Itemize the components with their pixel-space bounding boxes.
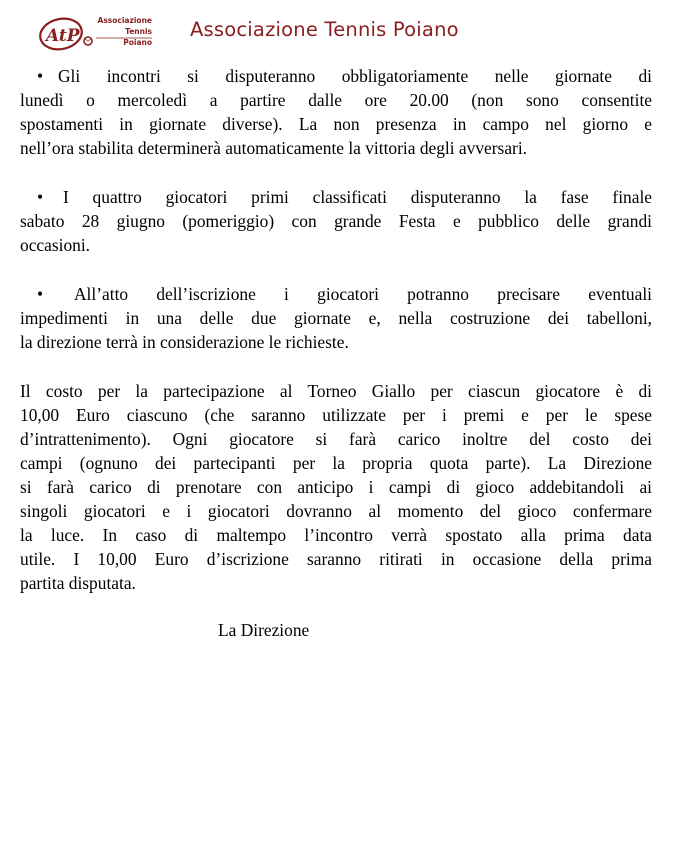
bullet-line: lunedì o mercoledì a partire dalle ore 20.00 (non sono consentite xyxy=(20,90,652,110)
bullet-line: la direzione terrà in considerazione le richieste. xyxy=(20,332,349,352)
paragraph-line: singoli giocatori e i giocatori dovranno al momento del gioco confermare xyxy=(20,501,652,521)
letterhead xyxy=(38,14,678,54)
bullet-item xyxy=(20,185,652,257)
paragraph-line: si farà carico di prenotare con anticipo i campi di gioco addebitandoli ai xyxy=(20,477,652,497)
bullet-icon: • xyxy=(37,284,44,304)
paragraph-line: Il costo per la partecipazione al Torneo Giallo per ciascun giocatore è di xyxy=(20,381,652,401)
header-title: Associazione Tennis Poiano xyxy=(190,18,459,41)
paragraph-line: campi (ognuno dei partecipanti per la propria quota parte). La Direzione xyxy=(20,453,652,473)
cost-paragraph xyxy=(20,379,652,595)
logo-caption-line-1: Associazione xyxy=(97,16,152,25)
paragraph-line: la luce. In caso di maltempo l’incontro verrà spostato alla prima data xyxy=(20,525,652,545)
logo-graphic xyxy=(38,14,178,54)
bullet-line: • I quattro giocatori primi classificati disputeranno la fase finale xyxy=(20,185,652,209)
bullet-line: occasioni. xyxy=(20,235,91,255)
association-logo xyxy=(38,14,178,54)
document-body xyxy=(20,64,652,595)
paragraph-line: 10,00 Euro ciascuno (che saranno utilizzate per i premi e per le spese xyxy=(20,405,652,425)
bullet-line: impedimenti in una delle due giornate e, nella costruzione dei tabelloni, xyxy=(20,308,652,328)
logo-caption-line-2: Tennis xyxy=(125,27,152,36)
logo-caption-line-3: Poiano xyxy=(123,38,152,47)
bullet-line: sabato 28 giugno (pomeriggio) con grande Festa e pubblico delle grandi xyxy=(20,211,652,231)
bullet-line: spostamenti in giornate diverse). La non presenza in campo nel giorno e xyxy=(20,114,652,134)
logo-monogram: AtP xyxy=(46,26,80,46)
paragraph-line: d’intrattenimento). Ogni giocatore si farà carico inoltre del costo dei xyxy=(20,429,652,449)
bullet-icon: • xyxy=(37,66,44,86)
bullet-line: nell’ora stabilita determinerà automaticamente la vittoria degli avversari. xyxy=(20,138,528,158)
bullet-item xyxy=(20,282,652,354)
bullet-line: • All’atto dell’iscrizione i giocatori potranno precisare eventuali xyxy=(20,282,652,306)
bullet-icon: • xyxy=(37,187,44,207)
signature: La Direzione xyxy=(218,620,310,640)
paragraph-line: partita disputata. xyxy=(20,573,136,593)
bullet-item xyxy=(20,64,652,160)
bullet-line: • Gli incontri si disputeranno obbligatoriamente nelle giornate di xyxy=(20,64,652,88)
paragraph-line: utile. I 10,00 Euro d’iscrizione saranno ritirati in occasione della prima xyxy=(20,549,652,569)
